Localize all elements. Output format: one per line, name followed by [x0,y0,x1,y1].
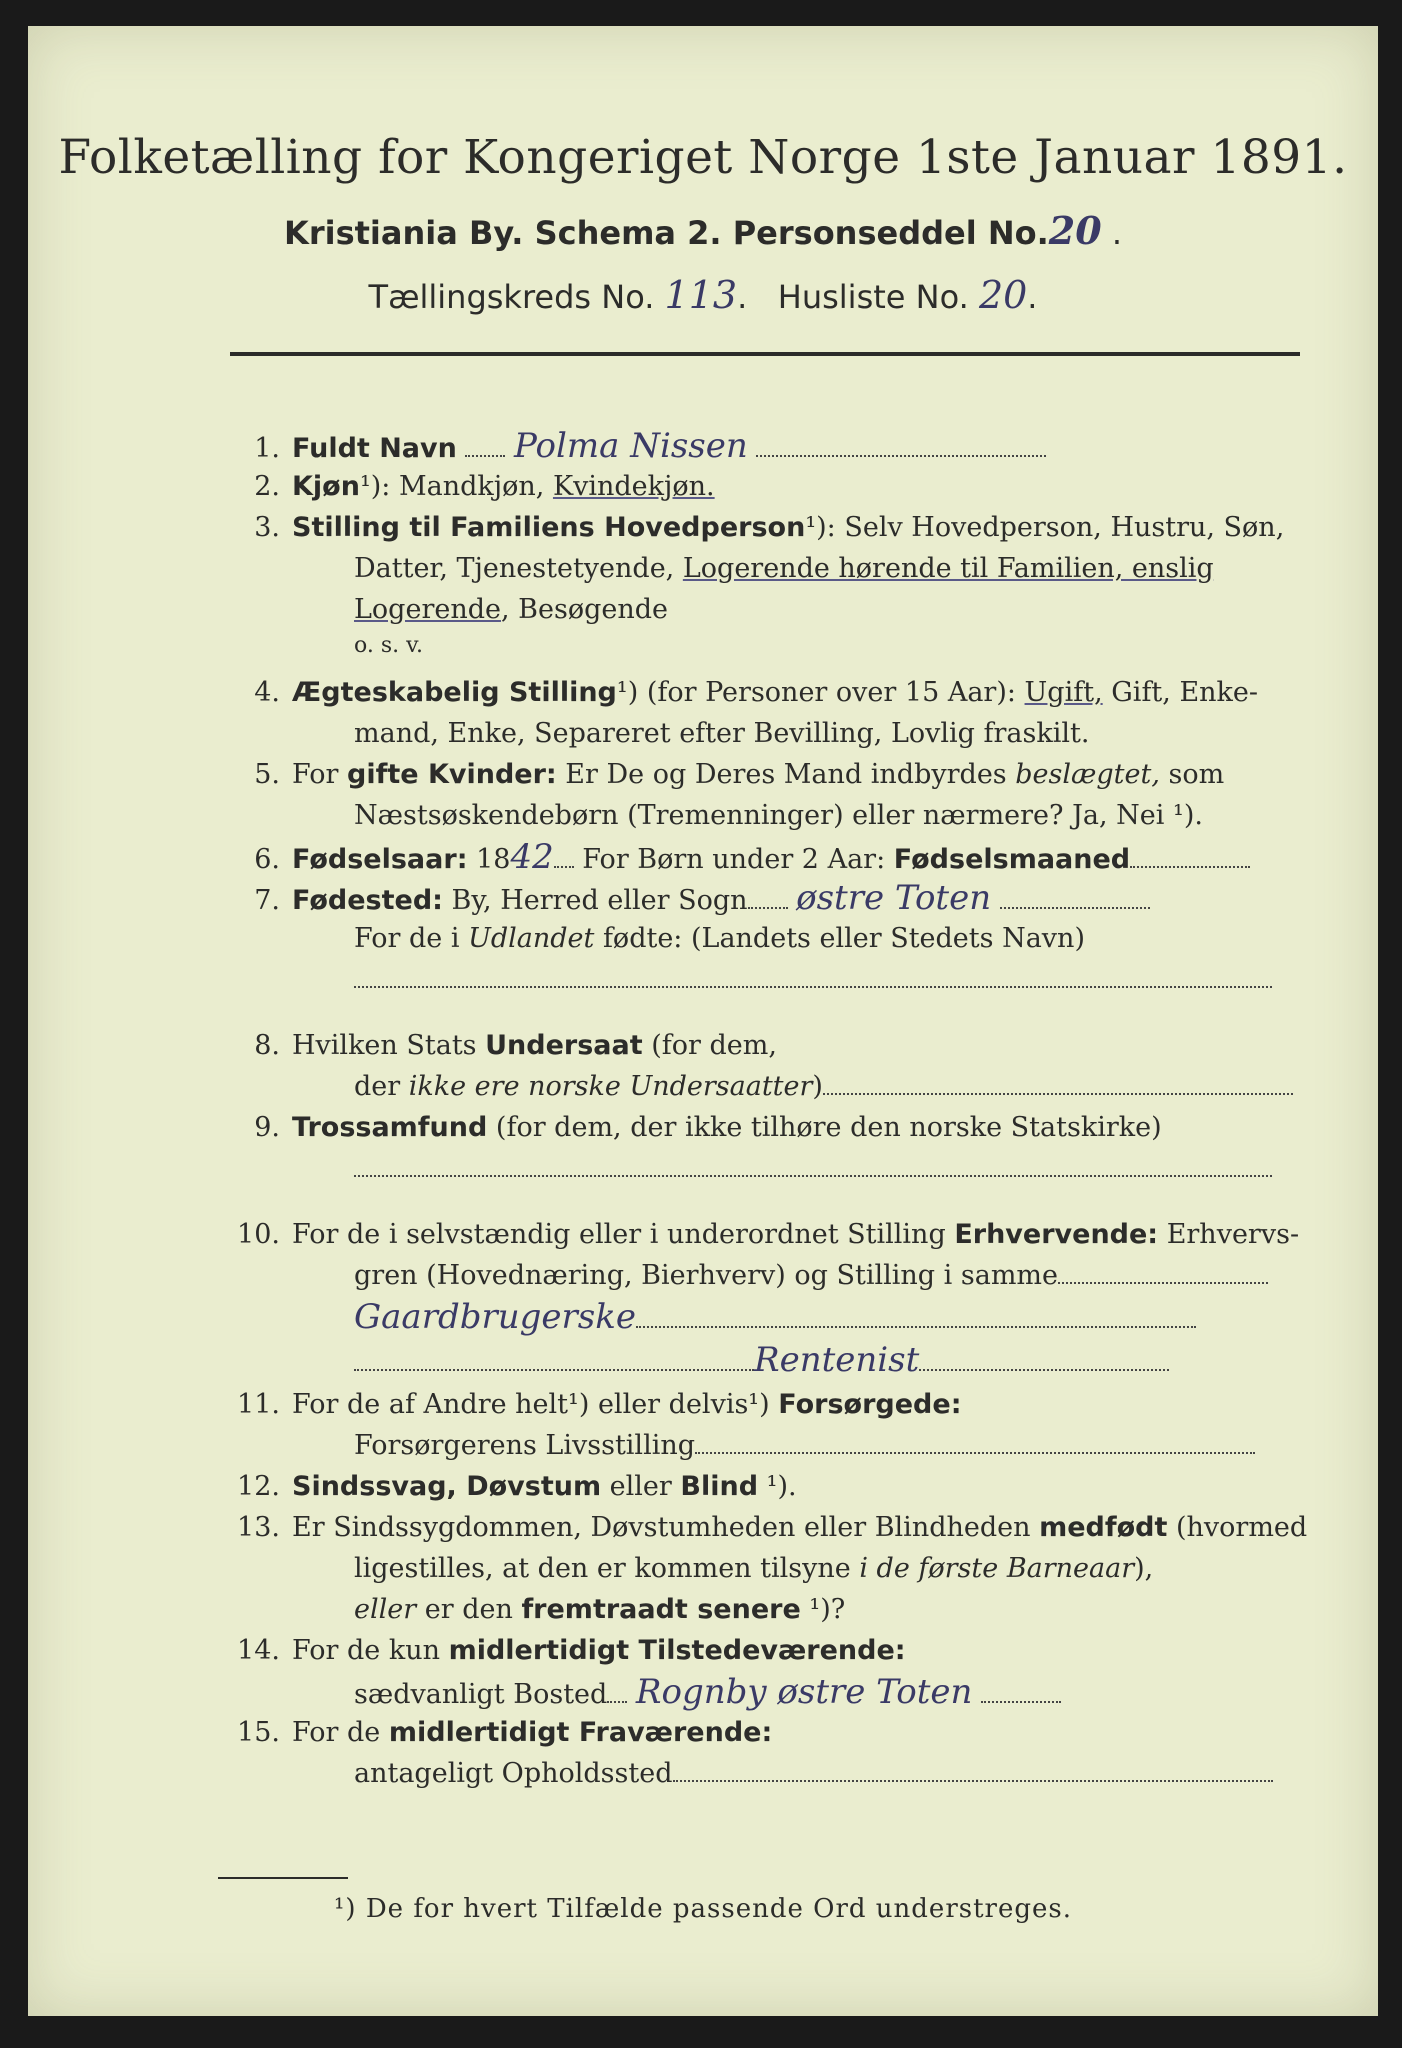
field-2-label: Kjøn [292,471,360,502]
field-11-supported: 11. For de af Andre helt¹) eller delvis¹) Forsørgede: [237,1389,962,1420]
field-3-selected: Logerende hørende til Familien, enslig [682,553,1214,584]
field-4-selected: Ugift, [1024,677,1103,708]
field-15-temporary-absent: 15. For de midlertidigt Fraværende: [237,1717,773,1748]
field-3-position: 3. Stilling til Familiens Hovedperson¹): Selv Hovedperson, Hustru, Søn, [254,512,1285,543]
husliste-number: 20 [978,273,1028,317]
form-title: Folketælling for Kongeriget Norge 1ste Januar 1891. [58,130,1348,185]
field-1-label: Fuldt Navn [292,433,457,464]
field-10-occupation: 10. For de i selvstændig eller i underordnet Stilling Erhvervende: Erhvervs- [237,1219,1300,1250]
field-4-label: Ægteskabelig Stilling [292,677,617,708]
field-8-citizenship: 8. Hvilken Stats Undersaat (for dem, [254,1030,777,1061]
field-6-birthyear: 6. Fødselsaar: 1842 For Børn under 2 Aar: Fødselsmaaned [218,837,1300,877]
field-9-religion: 9. Trossamfund (for dem, der ikke tilhøre den norske Statskirke) [254,1112,1162,1143]
kreds-number: 113 [664,273,738,317]
field-12-disability: 12. Sindssvag, Døvstum eller Blind ¹). [237,1471,797,1502]
subtitle-prefix: Kristiania By. Schema 2. Personseddel No. [284,214,1049,252]
field-14-temporary-present: 14. For de kun midlertidigt Tilstedeværende: [237,1635,906,1666]
form-subtitle: Kristiania By. Schema 2. Personseddel No.20 . [284,208,1122,253]
field-2-selected: Kvindekjøn. [552,471,715,502]
field-10-value-1: Gaardbrugerske [354,1297,636,1337]
field-1-name: 1. Fuldt Navn Polma Nissen [218,426,1300,466]
header-divider [230,352,1300,356]
field-9-label: Trossamfund [292,1112,488,1143]
field-7-birthplace: 7. Fødested: By, Herred eller Sogn østre Toten [218,878,1300,918]
field-10-value-2: Rentenist [754,1340,920,1380]
field-3-label: Stilling til Familiens Hovedperson [292,512,806,543]
field-2-sex: 2. Kjøn¹): Mandkjøn, Kvindekjøn. [254,471,715,502]
husliste-label: Husliste No. [777,278,969,316]
kreds-label: Tællingskreds No. [368,278,655,316]
footnote: ¹) De for hvert Tilfælde passende Ord understreges. [333,1894,1072,1924]
census-form: Folketælling for Kongeriget Norge 1ste Januar 1891. Kristiania By. Schema 2. Personseddel No.20 . Tællingskreds No. 113. Husliste No. 20. 1. Fuldt Navn Polma Nissen 2. Kjøn¹): Mandkjøn, Kvindekjøn. 3. Stilling til Familiens Hovedperson¹): Selv Hovedperson, Hustru, Søn, Datter, Tjenestetyende, Logerende hørende til Familien, enslig Logerende, Besøgende o. s. v. 4. Ægteskabelig Stilling¹) (for Personer over 15 Aar): Ugift, Gift, Enke- mand, Enke, Separeret efter Bevilling, Lovlig fraskilt. 5. For gifte Kvinder: Er De og Deres Mand indbyrdes beslægtet, som Næstsøskendebørn (Tremenninger) eller nærmere? Ja, Nei ¹). 6. Fødselsaar: 1842 For Børn under 2 Aar: Fødselsmaaned 7. Fødested: By, Herred eller Sogn østre Toten For de i Udlandet fødte: (Landets eller Stedets Navn) 8. Hvilken Stats Undersaat (for dem, der ikke ere norske Undersaatter) 9. Trossamfund (for dem, der ikke tilhøre den norske Statskirke) 10. For de i selvstændig eller i underordnet Stilling Erhvervende: Erhvervs- gren (Hovednæring, Bierhverv) og Stilling i samme Gaardbrugerske Rentenist 11. For de af Andre helt¹) eller delvis¹) Forsørgede: Forsørgerens Livsstilling 12. Sindssvag, Døvstum eller Blind ¹). 13. Er Sindssygdommen, Døvstumheden eller Blindheden medfødt (hvormed ligestilles, at den er kommen tilsyne i de første Barneaar), eller er den fremtraadt senere ¹)? 14. For de kun midlertidigt Tilstedeværende: sædvanligt Bosted Rognby østre Toten 15. For de midlertidigt Fraværende: antageligt Opholdssted ¹) De for hvert Tilfælde passende Ord understreges. [28,26,1378,2016]
footnote-divider [218,1877,348,1879]
field-1-value: Polma Nissen [514,426,748,466]
field-13-congenital: 13. Er Sindssygdommen, Døvstumheden eller Blindheden medfødt (hvormed [237,1512,1308,1543]
field-7-value: østre Toten [796,878,992,918]
field-7-label: Fødested: [292,885,443,916]
form-registry-line: Tællingskreds No. 113. Husliste No. 20. [368,273,1038,317]
personseddel-number: 20 [1048,208,1102,253]
field-14-value: Rognby østre Toten [635,1672,973,1712]
field-5-married-women: 5. For gifte Kvinder: Er De og Deres Mand indbyrdes beslægtet, som [254,759,1225,790]
field-6-value: 42 [510,837,554,877]
field-4-marital: 4. Ægteskabelig Stilling¹) (for Personer over 15 Aar): Ugift, Gift, Enke- [254,677,1259,708]
field-6-label: Fødselsaar: [292,844,468,875]
